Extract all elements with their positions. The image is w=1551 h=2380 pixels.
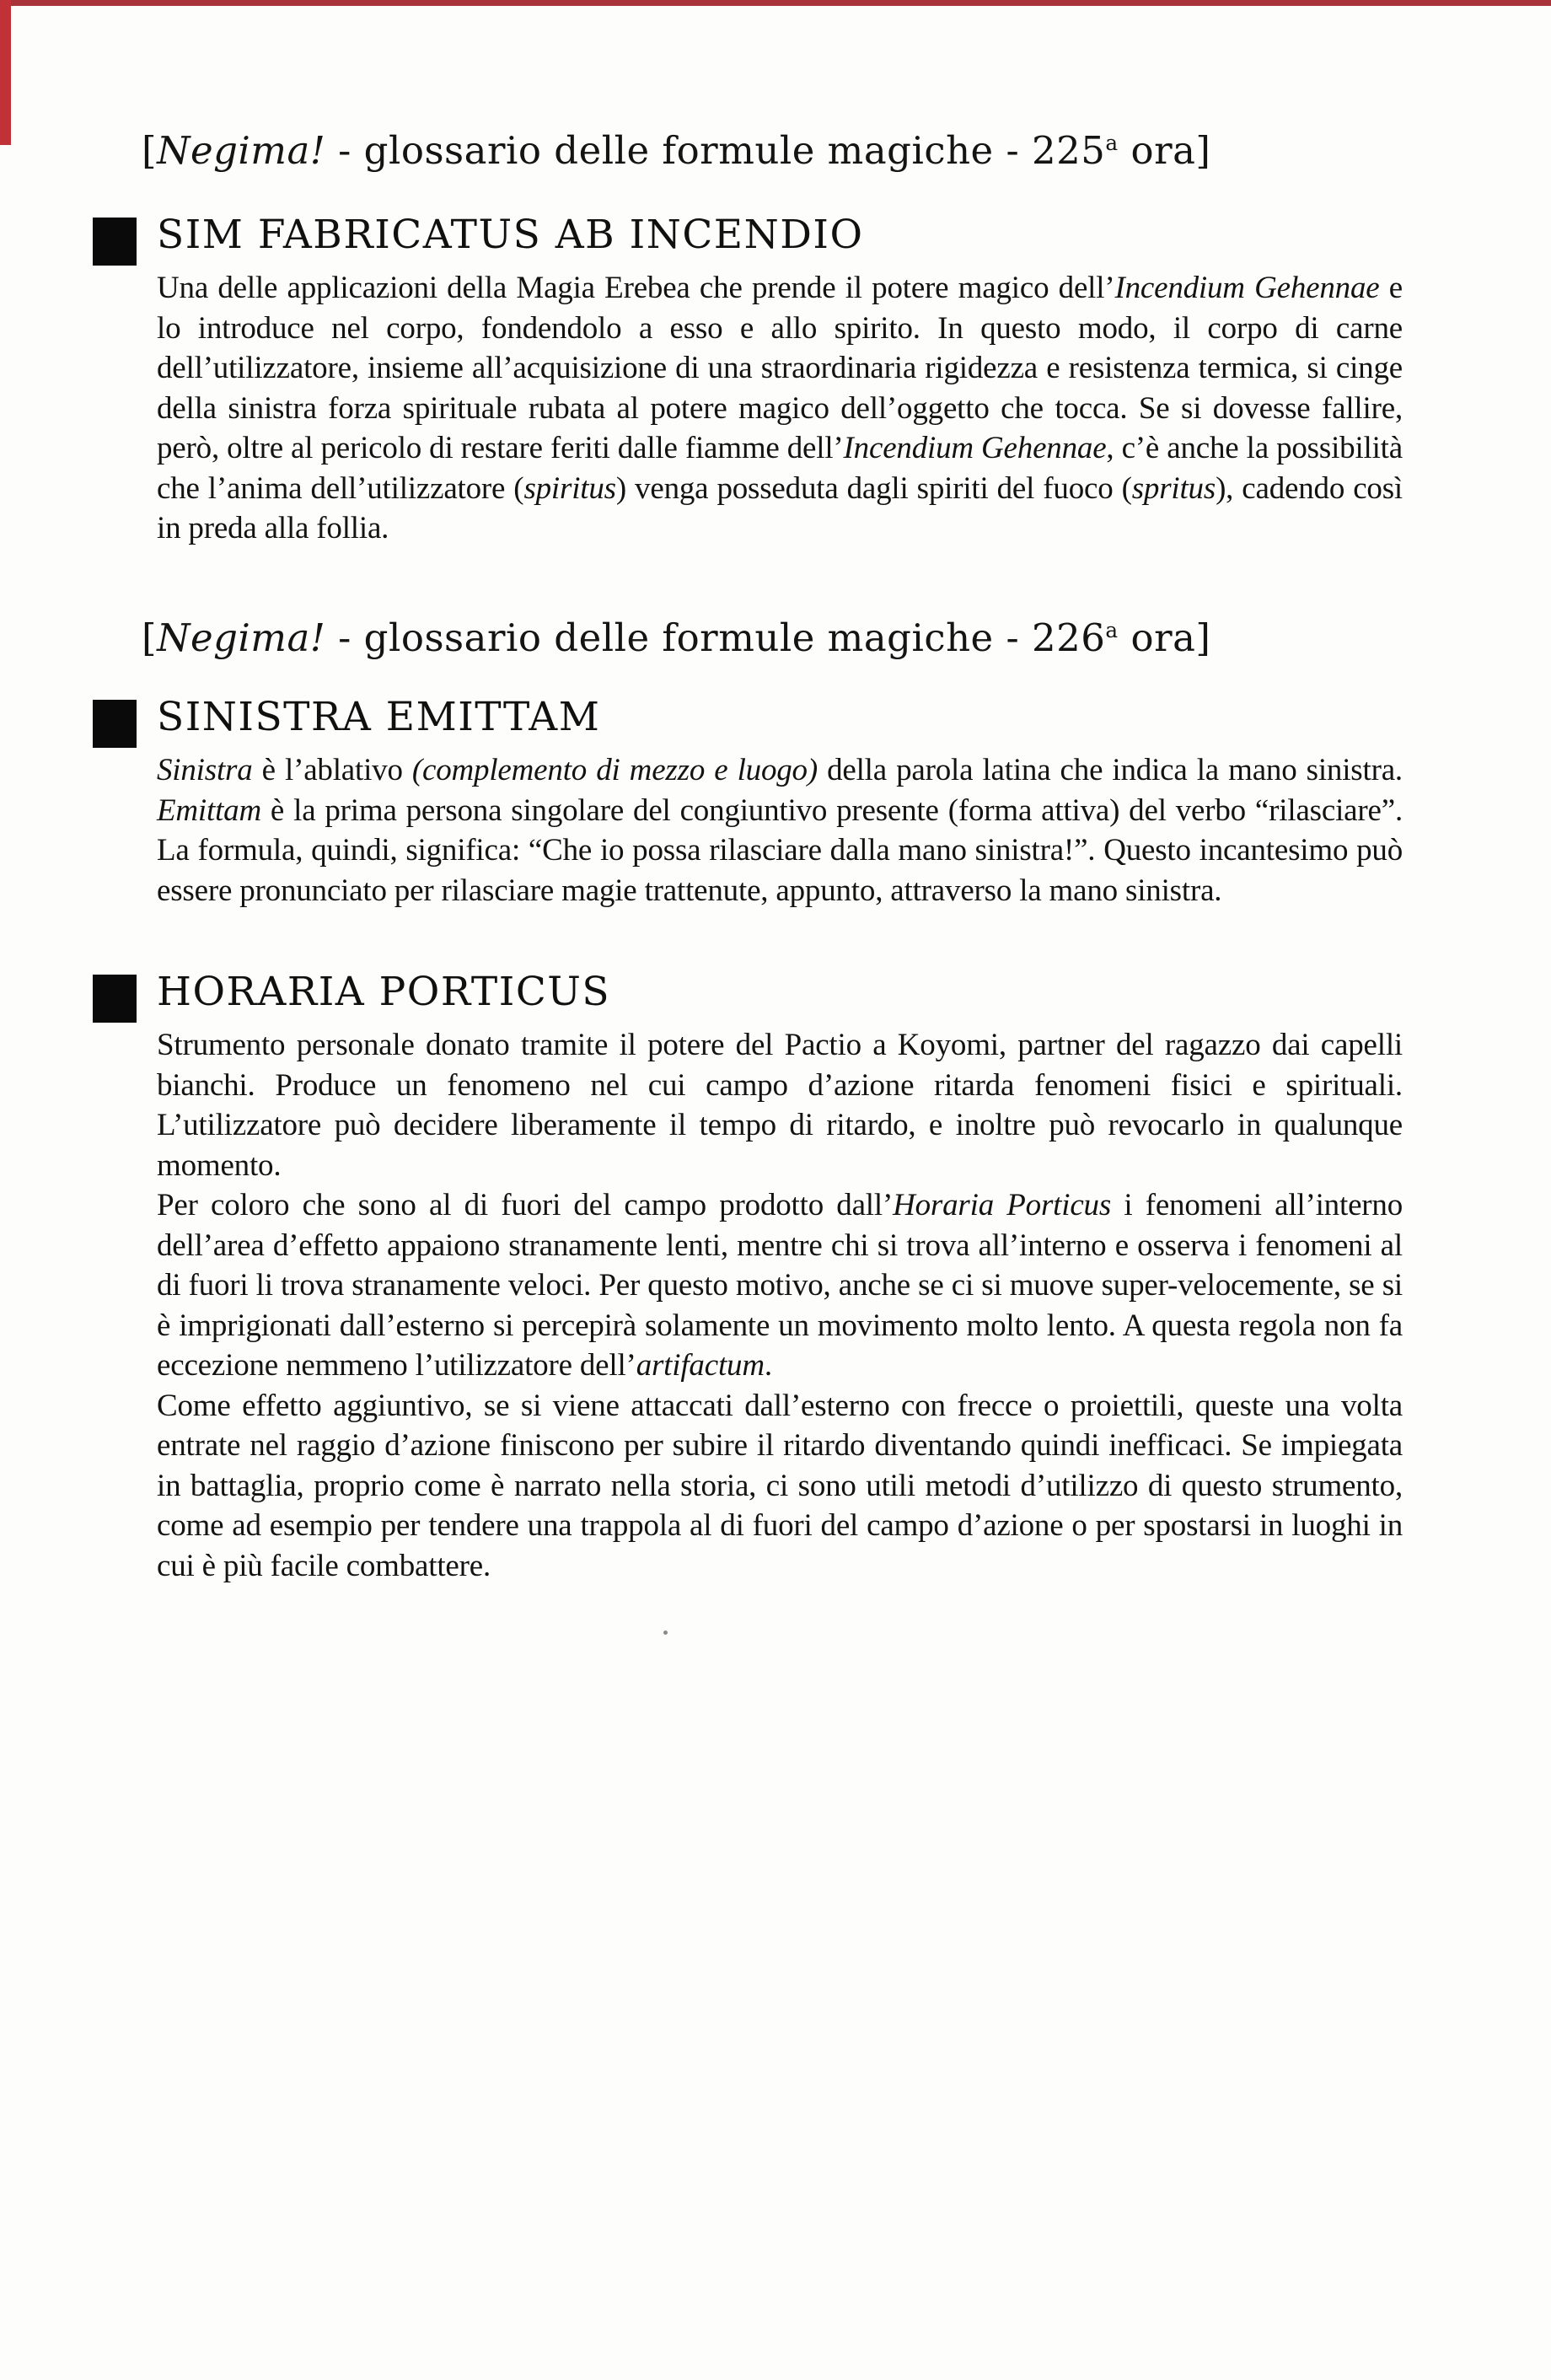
square-bullet-icon bbox=[93, 700, 137, 748]
square-bullet-icon bbox=[93, 218, 137, 266]
entry-paragraph: Una delle applicazioni della Magia Erebea che prende il potere magico dell’Incendium Gehennae e lo introduce nel corpo, fondendolo a esso e allo spirito. In questo modo, il corpo di carne dell’utilizzatore, insieme all’acquisizione di una straordinaria rigidezza e resistenza termica, si cinge della sinistra forza spirituale rubata al potere magico dell’oggetto che tocca. Se si dovesse fallire, però, oltre al pericolo di restare feriti dalle fiamme dell’Incendium Gehennae, c’è anche la possibilità che l’anima dell’utilizzatore (spiritus) venga posseduta dagli spiriti del fuoco (spritus), cadendo così in preda alla follia. bbox=[157, 271, 1403, 545]
entry-paragraph: Strumento personale donato tramite il potere del Pactio a Koyomi, partner del ragazzo dai capelli bianchi. Produce un fenomeno nel cui campo d’azione ritarda fenomeni fisici e spirituali. L’utilizzatore può decidere liberamente il tempo di ritardo, e inoltre può revocarlo in qualunque momento. bbox=[157, 1028, 1403, 1183]
entry-title: SIM FABRICATUS AB INCENDIO bbox=[157, 212, 864, 258]
entry-title: SINISTRA EMITTAM bbox=[157, 694, 601, 740]
entry-horaria-porticus bbox=[157, 966, 1403, 1586]
entry-sim-fabricatus-ab-incendio bbox=[157, 209, 1403, 549]
entry-paragraph: Sinistra è l’ablativo (complemento di mezzo e luogo) della parola latina che indica la mano sinistra. Emittam è la prima persona singolare del congiuntivo presente (forma attiva) del verbo “rilasciare”. La formula, quindi, significa: “Che io possa rilasciare dalla mano sinistra!”. Questo incantesimo può essere pronunciato per rilasciare magie trattenute, appunto, attraverso la mano sinistra. bbox=[157, 753, 1403, 908]
scan-edge-left bbox=[0, 0, 11, 145]
glossary-running-header-225: [Negima! - glossario delle formule magiche - 225$^a$ ora] bbox=[142, 128, 1211, 173]
entry-sinistra-emittam bbox=[157, 691, 1403, 911]
glossary-running-header-226: [Negima! - glossario delle formule magiche - 226$^a$ ora] bbox=[142, 615, 1211, 660]
print-speck bbox=[663, 1631, 668, 1635]
entry-title: HORARIA PORTICUS bbox=[157, 969, 611, 1015]
scan-edge-top bbox=[0, 0, 1551, 6]
entry-paragraph: Per coloro che sono al di fuori del campo prodotto dall’Horaria Porticus i fenomeni all’interno dell’area d’effetto appaiono stranamente lenti, mentre chi si trova all’interno e osserva i fenomeni al di fuori li trova stranamente veloci. Per questo motivo, anche se ci si muove super-velocemente, se si è imprigionati dall’esterno si percepirà solamente un movimento molto lento. A questa regola non fa eccezione nemmeno l’utilizzatore dell’artifactum. bbox=[157, 1188, 1403, 1383]
entry-paragraph: Come effetto aggiuntivo, se si viene attaccati dall’esterno con frecce o proiettili, queste una volta entrate nel raggio d’azione finiscono per subire il ritardo diventando quindi inefficaci. Se impiegata in battaglia, proprio come è narrato nella storia, ci sono utili metodi d’utilizzo di questo strumento, come ad esempio per tendere una trappola al di fuori del campo d’azione o per spostarsi in luoghi in cui è più facile combattere. bbox=[157, 1388, 1403, 1583]
square-bullet-icon bbox=[93, 975, 137, 1023]
